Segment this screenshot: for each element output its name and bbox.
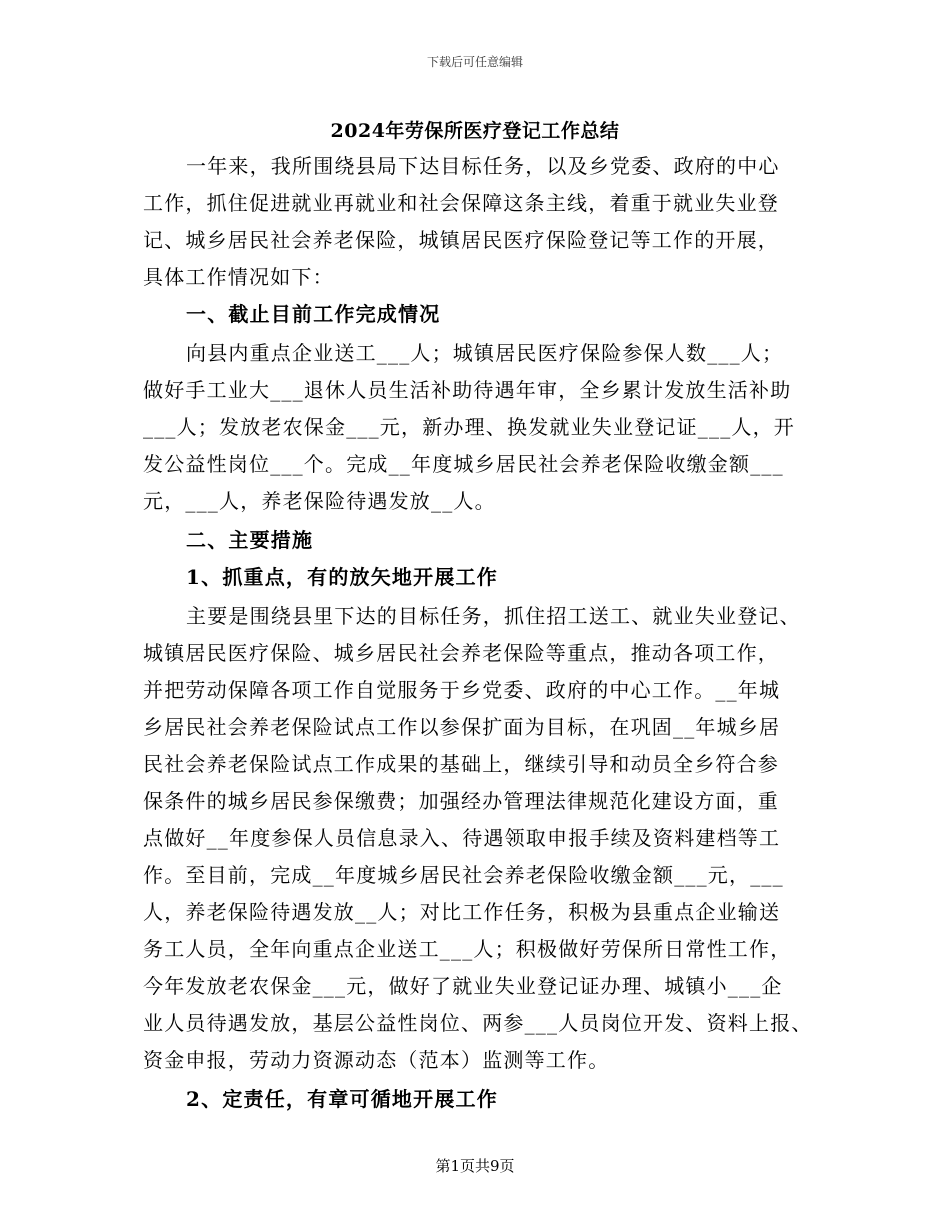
paragraph-line: 城镇居民医疗保险、城乡居民社会养老保险等重点，推动各项工作， [143, 641, 779, 665]
paragraph-line: 一年来，我所围绕县局下达目标任务，以及乡党委、政府的中心 [186, 154, 780, 178]
paragraph-line: 做好手工业大___退休人员生活补助待遇年审，全乡累计发放生活补助 [143, 378, 792, 402]
paragraph-line: 民社会养老保险试点工作成果的基础上，继续引导和动员全乡符合参 [143, 752, 779, 776]
section-heading: 一、截止目前工作完成情况 [186, 302, 441, 326]
paragraph-line: 乡居民社会养老保险试点工作以参保扩面为目标，在巩固__年城乡居 [143, 715, 781, 739]
paragraph-line: 人，养老保险待遇发放__人；对比工作任务，积极为县重点企业输送 [143, 900, 781, 924]
paragraph-line: 并把劳动保障各项工作自觉服务于乡党委、政府的中心工作。__年城 [143, 678, 781, 702]
paragraph-line: 资金申报，劳动力资源动态（范本）监测等工作。 [143, 1048, 610, 1072]
paragraph-line: 点做好__年度参保人员信息录入、待遇领取申报手续及资料建档等工 [143, 826, 781, 850]
paragraph-line: 向县内重点企业送工___人；城镇居民医疗保险参保人数___人； [186, 341, 784, 365]
paragraph-line: 务工人员，全年向重点企业送工___人；积极做好劳保所日常性工作， [143, 937, 792, 961]
page-number: 第1页共9页 [435, 1157, 515, 1175]
paragraph-line: 主要是围绕县里下达的目标任务，抓住招工送工、就业失业登记、 [186, 604, 801, 628]
paragraph-line: 业人员待遇发放，基层公益性岗位、两参___人员岗位开发、资料上报、 [143, 1011, 813, 1035]
paragraph-line: 发公益性岗位___个。完成__年度城乡居民社会养老保险收缴金额___ [143, 452, 784, 476]
paragraph-line: 记、城乡居民社会养老保险，城镇居民医疗保险登记等工作的开展， [143, 228, 779, 252]
section-heading: 二、主要措施 [186, 528, 314, 552]
paragraph-line: ___人；发放老农保金___元，新办理、换发就业失业登记证___人，开 [143, 415, 795, 439]
paragraph-line: 作。至目前，完成__年度城乡居民社会养老保险收缴金额___元，___ [143, 863, 784, 887]
paragraph-line: 保条件的城乡居民参保缴费；加强经办管理法律规范化建设方面，重 [143, 789, 779, 813]
paragraph-line: 今年发放老农保金___元，做好了就业失业登记证办理、城镇小___企 [143, 974, 783, 998]
page-header: 下载后可任意编辑 [426, 55, 523, 69]
subsection-heading: 1、抓重点，有的放矢地开展工作 [186, 565, 498, 589]
subsection-heading: 2、定责任，有章可循地开展工作 [186, 1087, 498, 1111]
paragraph-line: 元，___人，养老保险待遇发放__人。 [143, 489, 496, 513]
document-title: 2024年劳保所医疗登记工作总结 [330, 120, 620, 142]
paragraph-line: 具体工作情况如下： [143, 265, 334, 289]
paragraph-line: 工作，抓住促进就业再就业和社会保障这条主线，着重于就业失业登 [143, 191, 779, 215]
